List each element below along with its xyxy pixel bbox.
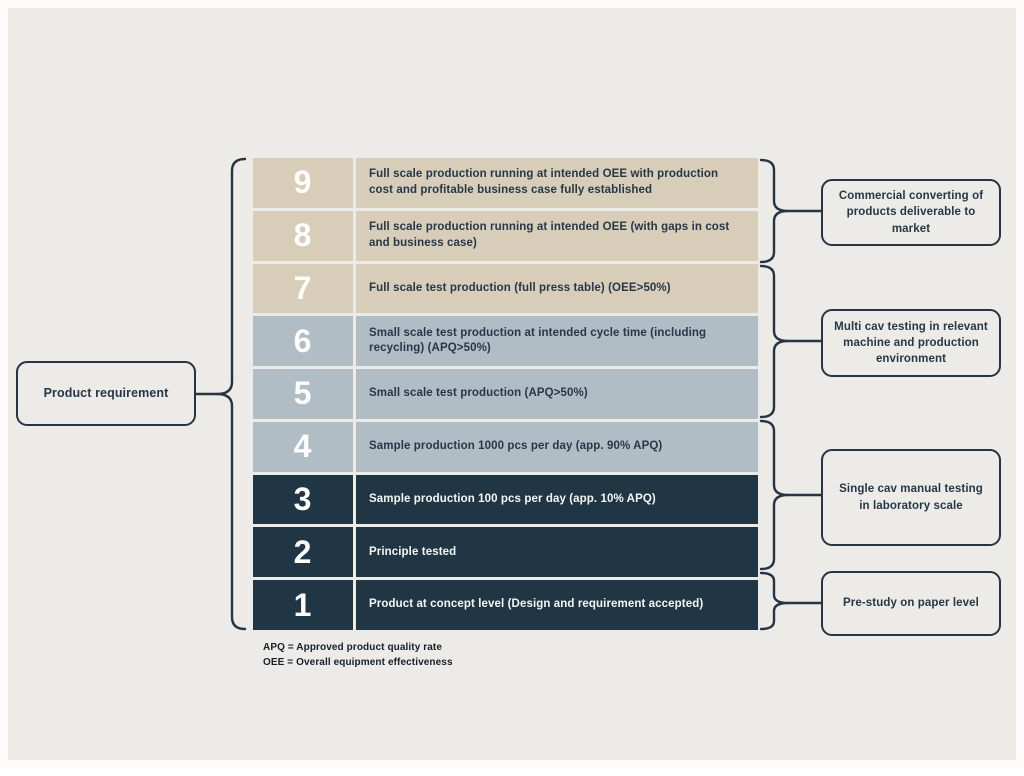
level-number: 7 xyxy=(253,264,353,314)
abbreviation-legend xyxy=(263,641,453,670)
group-label: Pre-study on paper level xyxy=(843,597,979,610)
level-number: 6 xyxy=(253,316,353,366)
level-description: Small scale test production at intended cycle time (including recycling) (APQ>50%) xyxy=(356,316,758,366)
group-label: Commercial converting of products deliverable to market xyxy=(838,190,984,235)
level-description: Sample production 100 pcs per day (app. 10% APQ) xyxy=(356,475,758,525)
group-label: Multi cav testing in relevant machine and production environment xyxy=(834,320,988,366)
level-number: 2 xyxy=(253,527,353,577)
left-brace xyxy=(217,159,245,629)
level-description: Principle tested xyxy=(356,527,758,577)
legend-line-apq: APQ = Approved product quality rate xyxy=(263,642,442,653)
product-requirement-box xyxy=(16,361,196,426)
group-label: Single cav manual testing in laboratory scale xyxy=(839,483,983,512)
level-description: Sample production 1000 pcs per day (app. 90% APQ) xyxy=(356,422,758,472)
group-box-multi-cav-testing xyxy=(821,309,1001,377)
maturity-level-table xyxy=(253,158,758,630)
level-number: 8 xyxy=(253,211,353,261)
level-number: 4 xyxy=(253,422,353,472)
product-requirement-label: Product requirement xyxy=(43,385,169,400)
group-box-single-cav-testing xyxy=(821,449,1001,546)
right-brace-1 xyxy=(761,160,788,262)
level-description: Small scale test production (APQ>50%) xyxy=(356,369,758,419)
level-number: 3 xyxy=(253,475,353,525)
level-number: 5 xyxy=(253,369,353,419)
legend-line-oee: OEE = Overall equipment effectiveness xyxy=(263,656,453,668)
level-description: Product at concept level (Design and requirement accepted) xyxy=(356,580,758,630)
right-brace-4 xyxy=(761,573,788,629)
level-description: Full scale production running at intended OEE (with gaps in cost and business case) xyxy=(356,211,758,261)
group-box-commercial-converting xyxy=(821,179,1001,246)
right-brace-2 xyxy=(761,266,788,417)
level-number: 9 xyxy=(253,158,353,208)
level-number: 1 xyxy=(253,580,353,630)
level-description: Full scale test production (full press table) (OEE>50%) xyxy=(356,264,758,314)
group-box-pre-study xyxy=(821,571,1001,636)
level-description: Full scale production running at intended OEE with production cost and profitable business case fully established xyxy=(356,158,758,208)
right-brace-3 xyxy=(761,421,788,569)
